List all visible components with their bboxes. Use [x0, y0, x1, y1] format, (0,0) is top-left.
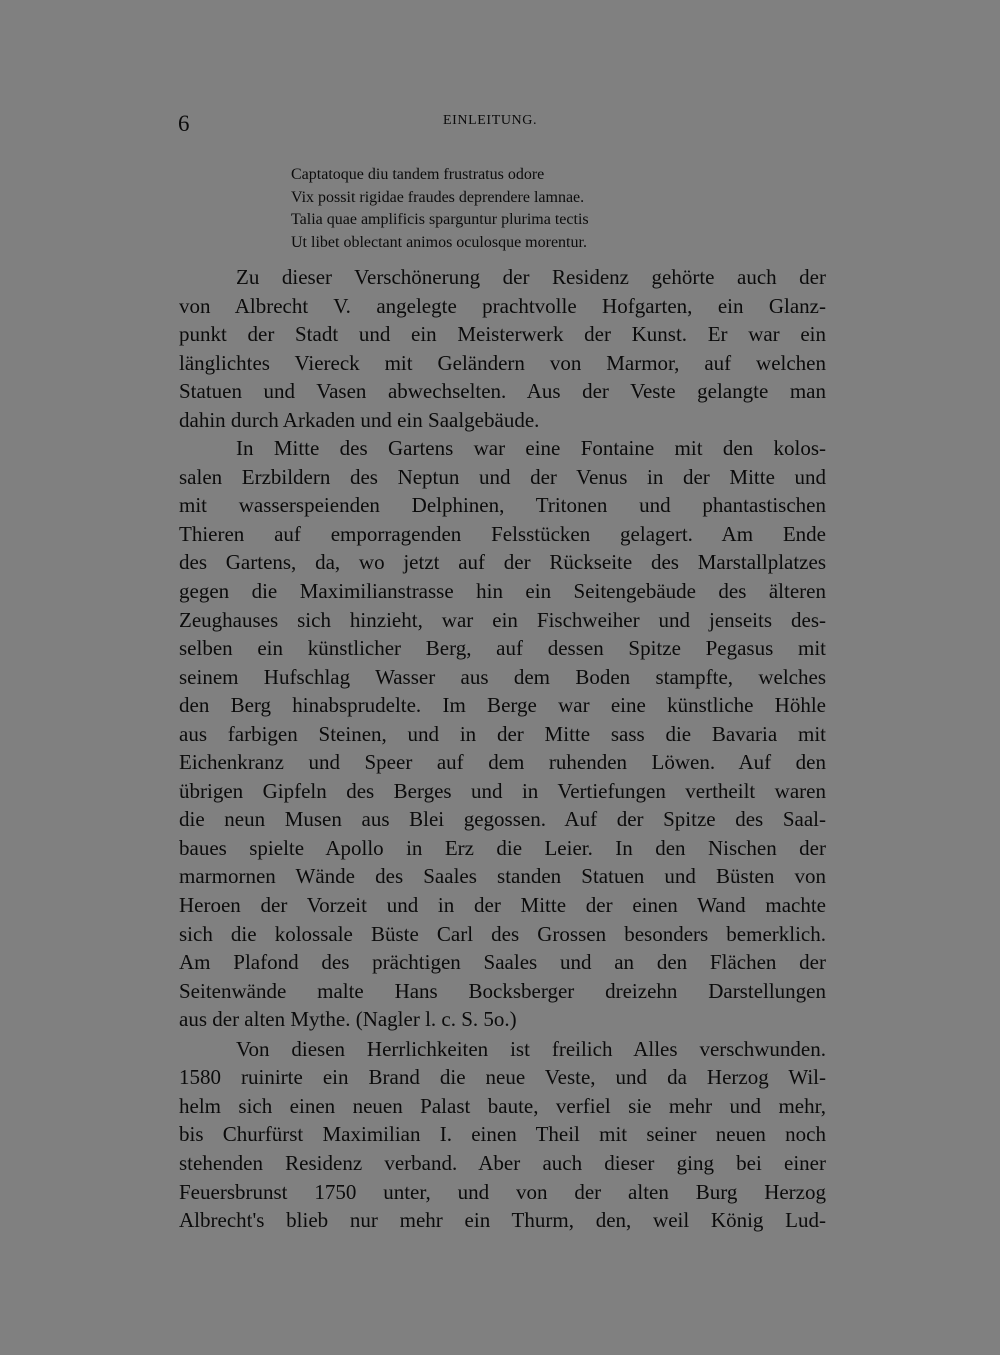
body-text	[179, 263, 826, 1235]
text-line: Zeughauses sich hinzieht, war ein Fischweiher und jenseits des-	[179, 607, 826, 632]
text-line: stehenden Residenz verband. Aber auch dieser ging bei einer	[179, 1150, 826, 1175]
text-line: 1580 ruinirte ein Brand die neue Veste, und da Herzog Wil-	[179, 1065, 826, 1090]
text-line: des Gartens, da, wo jetzt auf der Rückseite des Marstallplatzes	[179, 550, 826, 575]
text-line: gegen die Maximilianstrasse hin ein Seitengebäude des älteren	[179, 579, 826, 604]
text-line: übrigen Gipfeln des Berges und in Vertiefungen vertheilt waren	[179, 778, 826, 803]
text-line: Zu dieser Verschönerung der Residenz gehörte auch der	[236, 265, 826, 289]
text-line: Eichenkranz und Speer auf dem ruhenden Löwen. Auf den	[179, 750, 826, 775]
text-line: Thieren auf emporragenden Felsstücken gelagert. Am Ende	[179, 521, 826, 546]
verse-line: Captatoque diu tandem frustratus odore	[291, 166, 545, 183]
text-line: Seitenwände malte Hans Bocksberger dreizehn Darstellungen	[179, 978, 826, 1003]
text-line: Feuersbrunst 1750 unter, und von der alten Burg Herzog	[179, 1179, 826, 1204]
verse-line: Talia quae amplificis sparguntur plurima tectis	[291, 211, 589, 228]
text-line: helm sich einen neuen Palast baute, verfiel sie mehr und mehr,	[179, 1093, 826, 1118]
text-line: marmornen Wände des Saales standen Statuen und Büsten von	[179, 864, 826, 889]
text-line: selben ein künstlicher Berg, auf dessen Spitze Pegasus mit	[179, 636, 826, 661]
text-line: Von diesen Herrlichkeiten ist freilich Alles verschwunden.	[236, 1036, 826, 1061]
text-line: In Mitte des Gartens war eine Fontaine mit den kolos-	[236, 436, 826, 461]
text-line: den Berg hinabsprudelte. Im Berge war eine künstliche Höhle	[179, 693, 826, 718]
text-line: Albrecht's blieb nur mehr ein Thurm, den, weil König Lud-	[179, 1208, 826, 1233]
text-line: sich die kolossale Büste Carl des Grossen besonders bemerklich.	[179, 921, 826, 946]
text-line: Heroen der Vorzeit und in der Mitte der einen Wand machte	[179, 893, 826, 918]
text-line: aus farbigen Steinen, und in der Mitte sass die Bavaria mit	[179, 721, 826, 746]
page-number: 6	[178, 111, 190, 136]
text-line: länglichtes Viereck mit Geländern von Marmor, auf welchen	[179, 350, 826, 375]
text-line: die neun Musen aus Blei gegossen. Auf der Spitze des Saal-	[179, 807, 826, 832]
text-line: Statuen und Vasen abwechselten. Aus der Veste gelangte man	[179, 379, 826, 404]
text-line: punkt der Stadt und ein Meisterwerk der Kunst. Er war ein	[179, 322, 826, 347]
verse-quotation	[291, 164, 711, 254]
text-line: Am Plafond des prächtigen Saales und an den Flächen der	[179, 950, 826, 975]
verse-line: Ut libet oblectant animos oculosque morentur.	[291, 233, 587, 251]
text-line: baues spielte Apollo in Erz die Leier. In den Nischen der	[179, 835, 826, 860]
running-head: EINLEITUNG.	[443, 113, 538, 128]
verse-line: Vix possit rigidae fraudes deprendere lamnae.	[291, 188, 585, 206]
text-line: mit wasserspeienden Delphinen, Tritonen und phantastischen	[179, 493, 826, 518]
text-line: seinem Hufschlag Wasser aus dem Boden stampfte, welches	[179, 664, 826, 689]
text-line: dahin durch Arkaden und ein Saalgebäude.	[179, 407, 540, 432]
text-line: bis Churfürst Maximilian I. einen Theil mit seiner neuen noch	[179, 1122, 826, 1147]
text-line: salen Erzbildern des Neptun und der Venus in der Mitte und	[179, 464, 826, 489]
text-line: aus der alten Mythe. (Nagler l. c. S. 5o.)	[179, 1007, 517, 1032]
text-line: von Albrecht V. angelegte prachtvolle Hofgarten, ein Glanz-	[179, 293, 826, 318]
